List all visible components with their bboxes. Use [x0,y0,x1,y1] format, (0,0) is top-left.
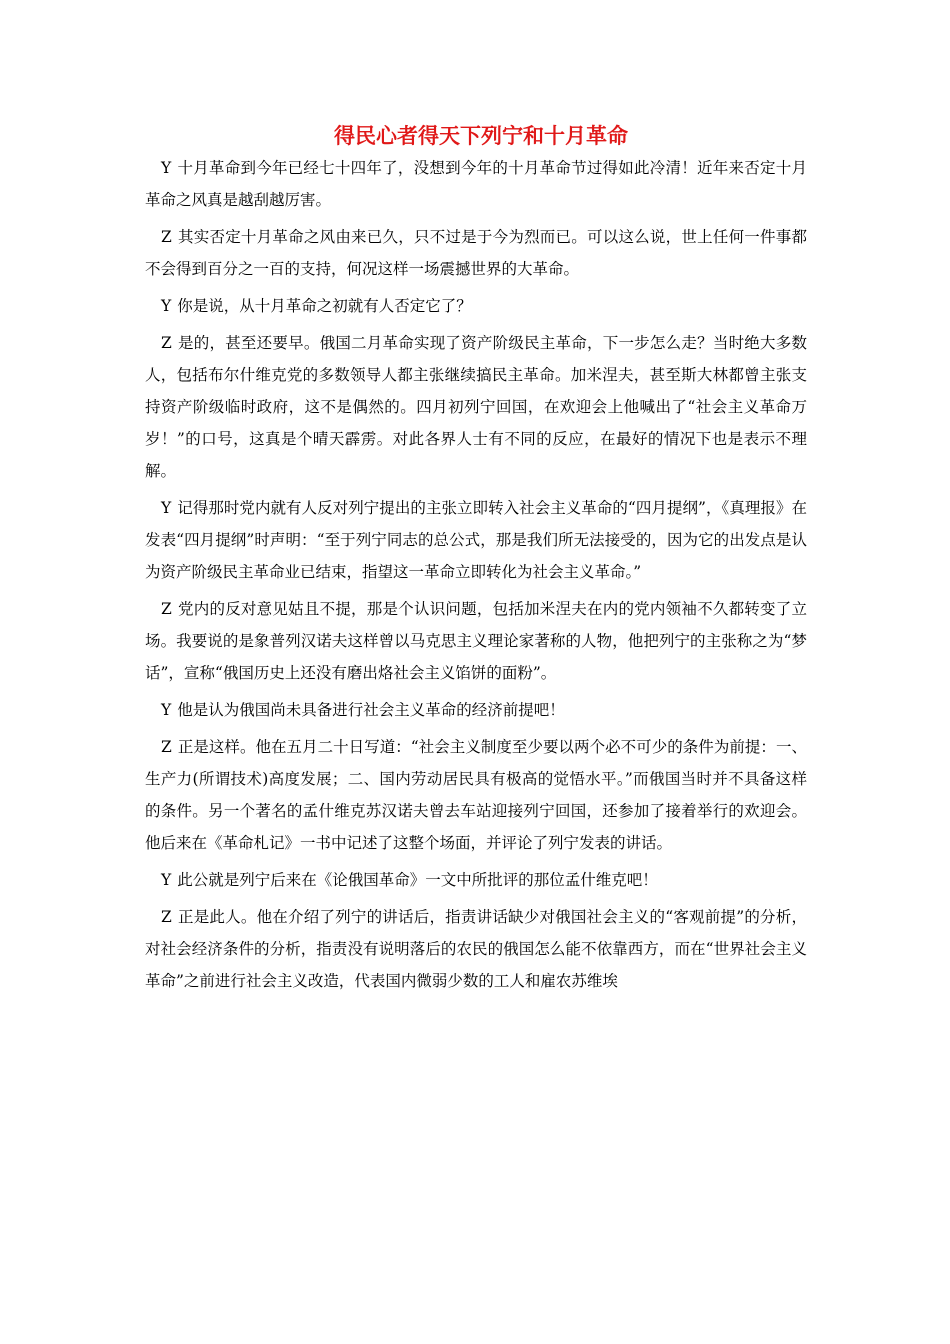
paragraph-text: 党内的反对意见姑且不提，那是个认识问题，包括加米涅夫在内的党内领袖不久都转变了立场。我要说的是象普列汉诺夫这样曾以马克思主义理论家著称的人物，他把列宁的主张称之为“梦话”，宣称“俄国历史上还没有磨出烙社会主义馅饼的面粉”。 [145,600,807,682]
speaker-label: Y [161,159,172,177]
paragraph-text: 你是说，从十月革命之初就有人否定它了？ [177,297,472,315]
speaker-label: Z [161,334,172,352]
paragraph-text: 此公就是列宁后来在《论俄国革命》一文中所批评的那位孟什维克吧！ [177,871,658,889]
speaker-label: Z [161,908,172,926]
dialogue-paragraph [145,327,807,487]
document-body [145,152,807,997]
dialogue-paragraph [145,492,807,588]
dialogue-paragraph [145,593,807,689]
dialogue-paragraph [145,290,807,322]
document-title: 得民心者得天下列宁和十月革命 [334,123,628,148]
dialogue-paragraph [145,221,807,285]
speaker-label: Z [161,228,172,246]
speaker-label: Z [161,738,172,756]
dialogue-paragraph [145,731,807,859]
dialogue-paragraph [145,864,807,896]
dialogue-paragraph [145,152,807,216]
paragraph-text: 十月革命到今年已经七十四年了，没想到今年的十月革命节过得如此冷清！近年来否定十月革命之风真是越刮越厉害。 [145,159,807,209]
speaker-label: Y [161,701,172,719]
document-page [145,122,807,1002]
dialogue-paragraph [145,901,807,997]
paragraph-text: 记得那时党内就有人反对列宁提出的主张立即转入社会主义革命的“四月提纲”，《真理报》在发表“四月提纲”时声明：“至于列宁同志的总公式，那是我们所无法接受的，因为它的出发点是认为资产阶级民主革命业已结束，指望这一革命立即转化为社会主义革命。” [145,499,807,581]
paragraph-text: 是的，甚至还要早。俄国二月革命实现了资产阶级民主革命，下一步怎么走？当时绝大多数人，包括布尔什维克党的多数领导人都主张继续搞民主革命。加米涅夫，甚至斯大林都曾主张支持资产阶级临时政府，这不是偶然的。四月初列宁回国，在欢迎会上他喊出了“社会主义革命万岁！”的口号，这真是个晴天霹雳。对此各界人士有不同的反应，在最好的情况下也是表示不理解。 [145,334,807,480]
paragraph-text: 正是这样。他在五月二十日写道：“社会主义制度至少要以两个必不可少的条件为前提：一、生产力(所谓技术)高度发展；二、国内劳动居民具有极高的觉悟水平。”而俄国当时并不具备这样的条件。另一个著名的孟什维克苏汉诺夫曾去车站迎接列宁回国，还参加了接着举行的欢迎会。他后来在《革命札记》一书中记述了这整个场面，并评论了列宁发表的讲话。 [145,738,807,852]
paragraph-text: 其实否定十月革命之风由来已久，只不过是于今为烈而已。可以这么说，世上任何一件事都不会得到百分之一百的支持，何况这样一场震撼世界的大革命。 [145,228,807,278]
dialogue-paragraph [145,694,807,726]
paragraph-text: 正是此人。他在介绍了列宁的讲话后，指责讲话缺少对俄国社会主义的“客观前提”的分析，对社会经济条件的分析，指责没有说明落后的农民的俄国怎么能不依靠西方，而在“世界社会主义革命”之前进行社会主义改造，代表国内微弱少数的工人和雇农苏维埃 [145,908,807,990]
speaker-label: Z [161,600,172,618]
paragraph-text: 他是认为俄国尚未具备进行社会主义革命的经济前提吧！ [177,701,565,719]
speaker-label: Y [161,499,172,517]
speaker-label: Y [161,297,172,315]
speaker-label: Y [161,871,172,889]
